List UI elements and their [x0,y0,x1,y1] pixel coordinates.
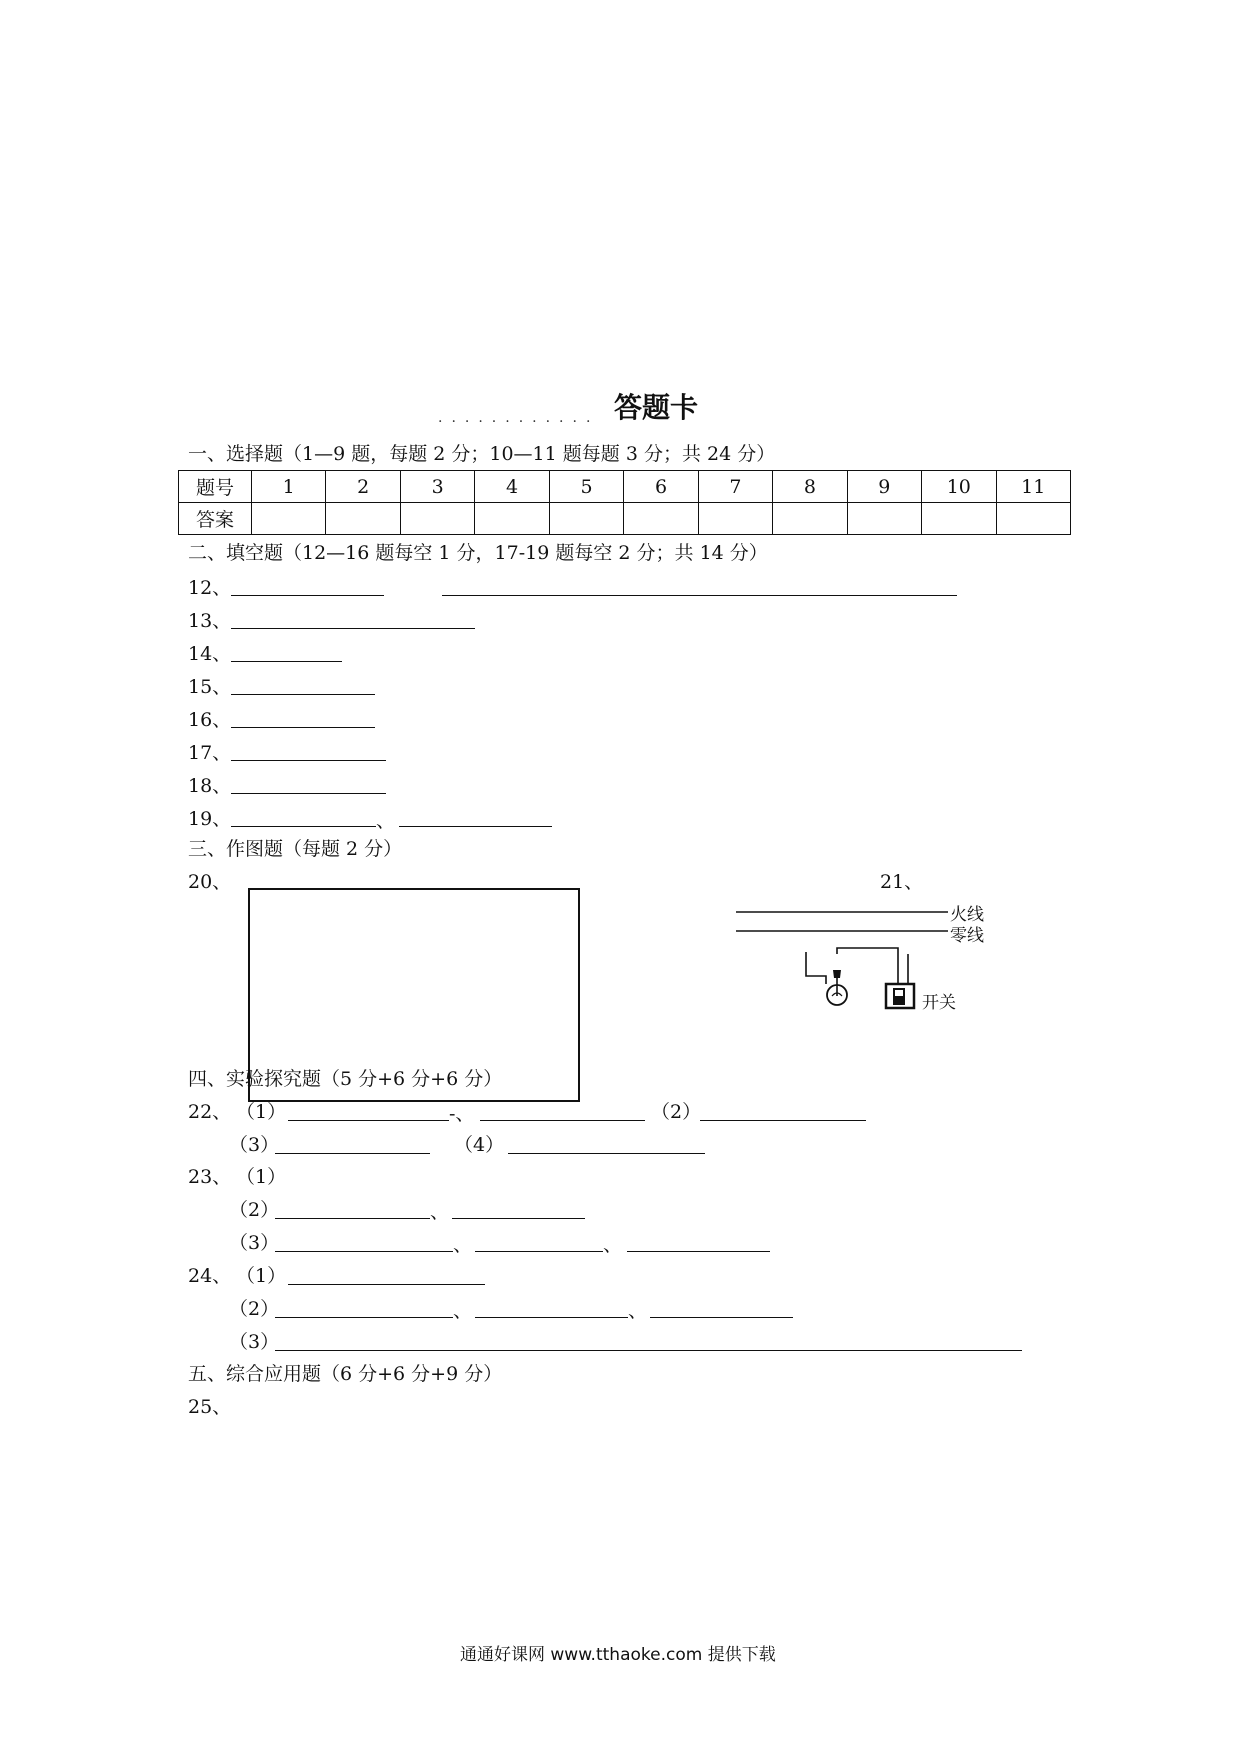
question-number: 6 [624,471,698,503]
page-title: 答题卡 [614,391,699,424]
q23-part2-label: （2） [229,1199,280,1221]
q12-label: 12、 [188,577,232,599]
q22-part4-label: （4） [454,1134,505,1156]
bulb-wire [806,952,826,984]
q18-blank[interactable] [231,793,386,794]
q22-p2-blank[interactable] [700,1120,866,1121]
table-row-label: 题号 [179,471,252,503]
separator: -、 [449,1103,475,1125]
q23-label: 23、 [188,1166,232,1188]
question-number: 3 [400,471,474,503]
q23-p3-blank-1[interactable] [275,1251,453,1252]
q24-p1-blank[interactable] [288,1284,485,1285]
answer-cell[interactable] [847,503,921,535]
table-row-label: 答案 [179,503,252,535]
question-number: 2 [326,471,400,503]
separator: 、 [453,1300,473,1322]
question-number: 9 [847,471,921,503]
section2-heading: 二、填空题（12—16 题每空 1 分，17-19 题每空 2 分；共 14 分） [188,542,768,564]
answer-cell[interactable] [252,503,326,535]
q18-label: 18、 [188,775,232,797]
q24-p3-blank[interactable] [275,1350,1022,1351]
q22-p1-blank-1[interactable] [288,1120,449,1121]
q22-p3-blank[interactable] [275,1153,430,1154]
live-wire-label: 火线 [950,905,984,925]
question-number: 10 [922,471,996,503]
q16-label: 16、 [188,709,232,731]
q22-p1-blank-2[interactable] [480,1120,645,1121]
q15-label: 15、 [188,676,232,698]
answer-cell[interactable] [549,503,623,535]
section5-heading: 五、综合应用题（6 分+6 分+9 分） [188,1363,503,1385]
q17-blank[interactable] [231,760,386,761]
answer-cell[interactable] [475,503,549,535]
switch-label: 开关 [922,993,956,1013]
q23-p3-blank-2[interactable] [475,1251,603,1252]
answer-table [178,470,1071,535]
answer-cell[interactable] [698,503,772,535]
switch-wire [837,948,898,984]
q25-label: 25、 [188,1396,232,1418]
q12-blank-2[interactable] [442,595,957,596]
section4-heading: 四、实验探究题（5 分+6 分+6 分） [188,1068,503,1090]
answer-cell[interactable] [996,503,1070,535]
q23-p3-blank-3[interactable] [627,1251,770,1252]
q24-part1-label: （1） [236,1265,287,1287]
separator: 、 [628,1300,648,1322]
q19-blank-1[interactable] [231,826,376,827]
q15-blank[interactable] [231,694,375,695]
answer-cell[interactable] [326,503,400,535]
footer-text: 通通好课网 www.tthaoke.com 提供下载 [460,1645,776,1665]
q17-label: 17、 [188,742,232,764]
title-dots: ............ [438,410,600,426]
q13-label: 13、 [188,610,232,632]
answer-cell[interactable] [400,503,474,535]
q16-blank[interactable] [231,727,375,728]
q22-label: 22、 [188,1101,232,1123]
q24-label: 24、 [188,1265,232,1287]
q22-part1-label: （1） [236,1101,287,1123]
answer-cell[interactable] [922,503,996,535]
q24-part3-label: （3） [229,1331,280,1353]
table-row-numbers [179,471,1071,503]
table-row-answers [179,503,1071,535]
q23-part1-label: （1） [236,1166,287,1188]
separator: 、 [376,810,396,832]
q24-p2-blank-3[interactable] [650,1317,793,1318]
q22-part3-label: （3） [229,1134,280,1156]
separator: 、 [603,1234,623,1256]
question-number: 11 [996,471,1070,503]
q23-p2-blank-2[interactable] [452,1218,585,1219]
question-number: 1 [252,471,326,503]
q21-label: 21、 [880,871,924,893]
q20-label: 20、 [188,871,232,893]
q22-part2-label: （2） [651,1101,702,1123]
answer-cell[interactable] [773,503,847,535]
q14-blank[interactable] [231,661,342,662]
separator: 、 [453,1234,473,1256]
q19-blank-2[interactable] [399,826,552,827]
separator: 、 [430,1201,450,1223]
q23-p2-blank-1[interactable] [275,1218,430,1219]
question-number: 8 [773,471,847,503]
q24-part2-label: （2） [229,1298,280,1320]
neutral-wire-label: 零线 [950,926,984,946]
q19-label: 19、 [188,808,232,830]
q23-part3-label: （3） [229,1232,280,1254]
section3-heading: 三、作图题（每题 2 分） [188,838,403,860]
q24-p2-blank-2[interactable] [475,1317,628,1318]
q24-p2-blank-1[interactable] [275,1317,453,1318]
question-number: 7 [698,471,772,503]
question-number: 5 [549,471,623,503]
q13-blank[interactable] [231,628,475,629]
answer-cell[interactable] [624,503,698,535]
q14-label: 14、 [188,643,232,665]
q22-p4-blank[interactable] [508,1153,705,1154]
section1-heading: 一、选择题（1—9 题，每题 2 分；10—11 题每题 3 分；共 24 分） [188,443,776,465]
q12-blank-1[interactable] [231,595,384,596]
question-number: 4 [475,471,549,503]
